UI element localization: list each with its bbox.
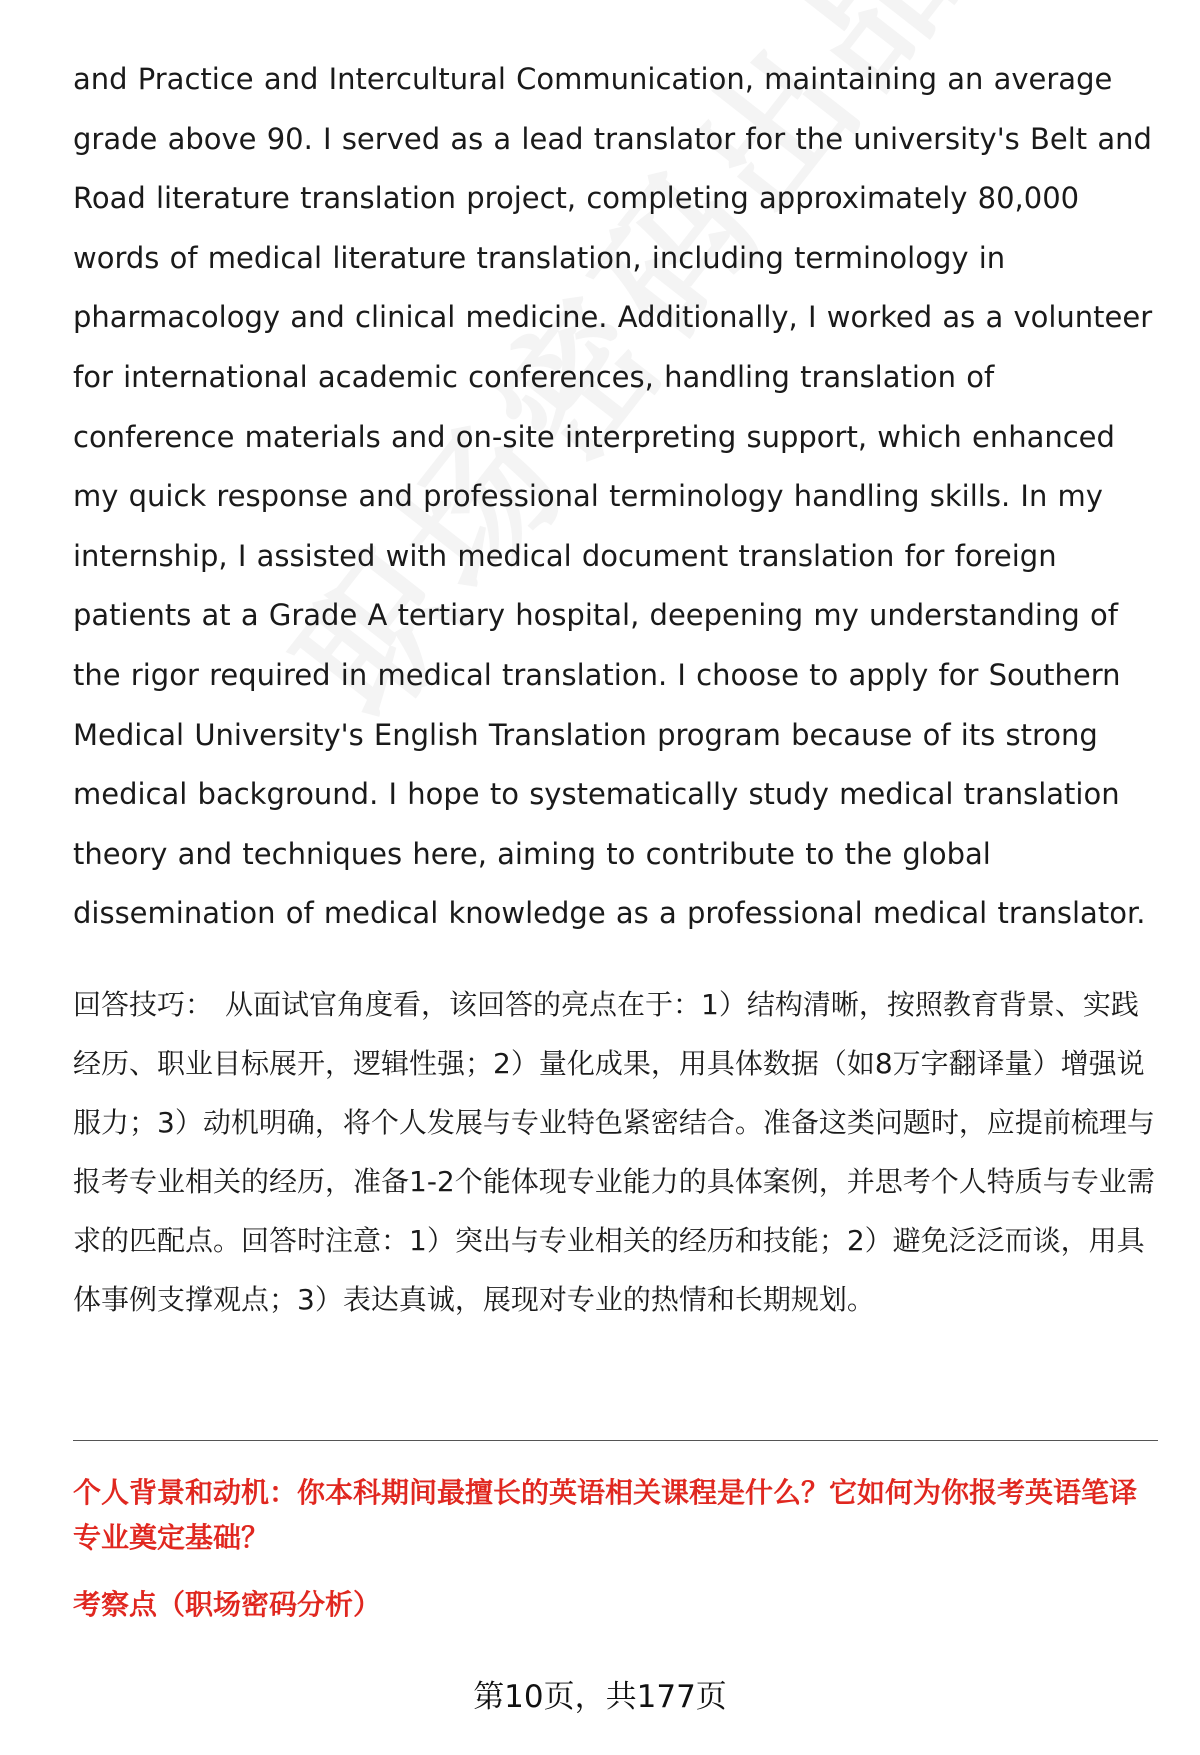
answer-tips: [73, 975, 1158, 1329]
page-number: 第10页，共177页: [473, 1679, 727, 1715]
question-heading: 个人背景和动机：你本科期间最擅长的英语相关课程是什么？它如何为你报考英语笔译专业奠定基础？: [73, 1476, 1138, 1554]
section-divider: [73, 1440, 1158, 1441]
assessment-points-heading: 考察点（职场密码分析）: [73, 1588, 382, 1621]
tips-label: 回答技巧：: [73, 988, 214, 1021]
answer-paragraph: and Practice and Intercultural Communication, maintaining an average grade above 90. I served as a lead translator for the university's Belt and Road literature translation project, completing approximately 80,000 words of medical literature translation, including terminology in pharmacology and clinical medicine. Additionally, I worked as a volunteer for international academic conferences, handling translation of conference materials and on-site interpreting support, which enhanced my quick response and professional terminology handling skills. In my internship, I assisted with medical document translation for foreign patients at a Grade A tertiary hospital, deepening my understanding of the rigor required in medical translation. I choose to apply for Southern Medical University's English Translation program because of its strong medical background. I hope to systematically study medical translation theory and techniques here, aiming to contribute to the global dissemination of medical knowledge as a professional medical translator.: [73, 62, 1153, 931]
tips-text: 从面试官角度看，该回答的亮点在于：1）结构清晰，按照教育背景、实践经历、职业目标展开，逻辑性强；2）量化成果，用具体数据（如8万字翻译量）增强说服力；3）动机明确，将个人发展与专业特色紧密结合。准备这类问题时，应提前梳理与报考专业相关的经历，准备1-2个能体现专业能力的具体案例，并思考个人特质与专业需求的匹配点。回答时注意：1）突出与专业相关的经历和技能；2）避免泛泛而谈，用具体事例支撑观点；3）表达真诚，展现对专业的热情和长期规划。: [73, 988, 1155, 1316]
